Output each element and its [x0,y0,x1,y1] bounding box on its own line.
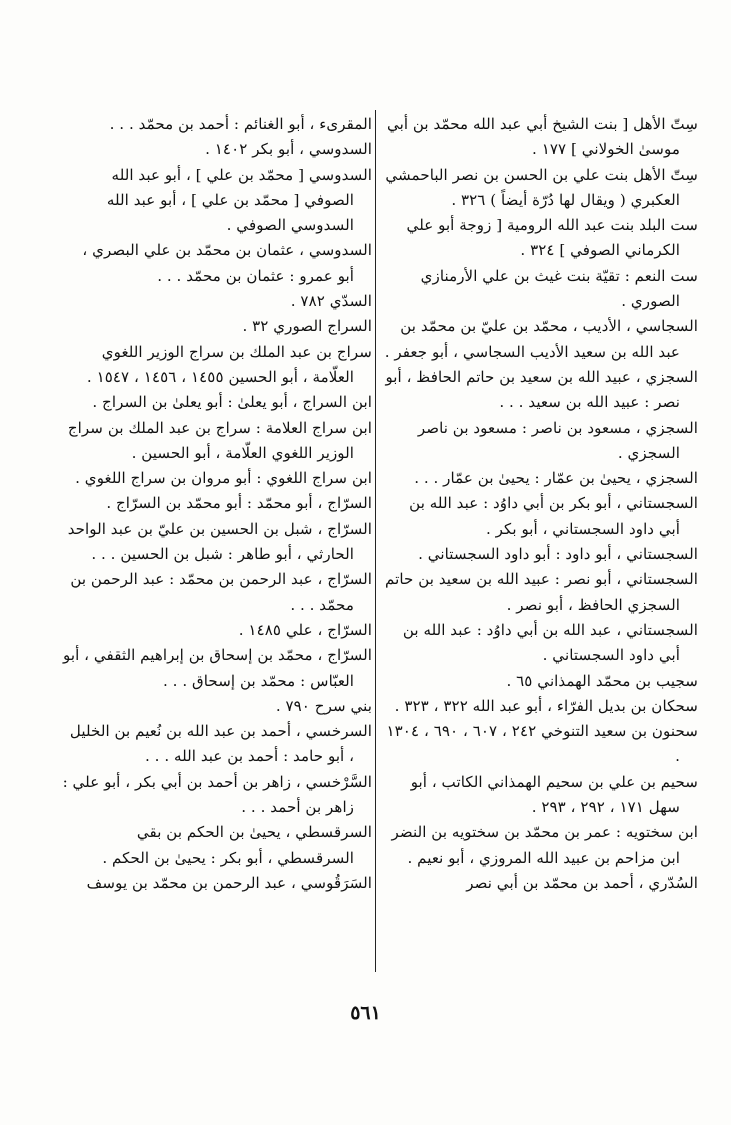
index-entry: السجزي ، مسعود بن ناصر : مسعود بن ناصر السجزي . [417,418,698,462]
index-entry: السجستاني ، أبو بكر بن أبي داوُد : عبد الله بن أبي داود السجستاني ، أبو بكر . [409,494,698,538]
index-entry: السجستاني ، أبو نصر : عبيد الله بن سعيد بن حاتم السجزي الحافظ ، أبو نصر . [385,570,698,614]
index-entry: السجستاني ، عبد الله بن أبي داوُد : عبد الله بن أبي داود السجستاني . [402,620,698,665]
index-entry: ابن سختويه : عمر بن محمّد بن سختويه بن النضر ابن مزاحم بن عبيد الله المروزي ، أبو نعيم . [391,823,698,867]
index-entry: السدّي ٧٨٢ . [290,292,372,311]
index-entry: السدوسي ، أبو بكر ١٤٠٢ . [205,140,372,159]
index-entry: ابن سراج العلامة : سراج بن عبد الملك بن سراج الوزير اللغوي العلّامة ، أبو الحسين . [67,418,372,462]
page-number: ٥٦١ [350,1002,381,1024]
index-entry: السدوسي ، عثمان بن محمّد بن علي البصري ، أبو عمرو : عثمان بن محمّد . . . [82,241,372,285]
index-entry: السرّاج ، علي ١٤٨٥ . [238,620,372,639]
index-entry: سحنون بن سعيد التنوخي ٢٤٢ ، ٦٠٧ ، ٦٩٠ ، ١٣٠٤ . [386,722,698,766]
index-entry: سِتّ الأهل بنت علي بن الحسن بن نصر الباحمشي العكبري ( ويقال لها دُرّة أيضاً ) ٣٢٦ . [385,165,698,209]
index-entry: السُدّري ، أحمد بن محمّد بن أبي نصر [466,873,698,892]
index-entry: السجستاني ، أبو داود : أبو داود السجستاني . [418,545,698,564]
index-entry: السرّاج ، شبل بن الحسين بن عليّ بن عبد الواحد الحارثي ، أبو طاهر : شبل بن الحسين . . . [67,519,372,564]
index-entry: ابن السراج ، أبو يعلىٰ : أبو يعلىٰ بن السراج . [92,393,372,412]
index-entry: السدوسي [ محمّد بن علي ] ، أبو عبد الله الصوفي [ محمّد بن علي ] ، أبو عبد الله السدوسي الصوفي . [106,165,372,235]
column-divider [375,110,376,972]
index-entry: السجزي ، يحيىٰ بن عمّار : يحيىٰ بن عمّار . . . [414,469,698,488]
index-entry: ست البلد بنت عبد الله الرومية [ زوجة أبو علي الكرماني الصوفي ] ٣٢٤ . [406,216,698,260]
index-entry: سحيم بن علي بن سحيم الهمذاني الكاتب ، أبو سهل ١٧١ ، ٢٩٢ ، ٢٩٣ . [410,772,698,817]
index-entry: السرّاج ، محمّد بن إسحاق بن إبراهيم الثقفي ، أبو العبّاس : محمّد بن إسحاق . . . [63,646,372,690]
index-entry: ابن سراج اللغوي : أبو مروان بن سراج اللغوي . [75,469,372,488]
index-entry: السَرَقُوسي ، عبد الرحمن بن محمّد بن يوسف [86,873,372,892]
index-entry: ست النعم : تقيّة بنت غيث بن علي الأرمنازي الصوري . [420,266,698,311]
right-column [384,112,698,896]
left-column [62,112,372,896]
index-entry: سِتّ الأهل [ بنت الشيخ أبي عبد الله محمّد بن أبي موسىٰ الخولاني ] ١٧٧ . [386,115,698,159]
index-entry: السرخسي ، أحمد بن عبد الله بن نُعيم بن الخليل ، أبو حامد : أحمد بن عبد الله . . . [69,722,372,766]
index-entry: سجيب بن محمّد الهمذاني ٦٥ . [506,671,698,690]
index-entry: السرقسطي ، يحيىٰ بن الحكم بن بقي السرقسطي ، أبو بكر : يحيىٰ بن الحكم . [102,823,372,867]
index-entry: سحكان بن بديل الفرّاء ، أبو عبد الله ٣٢٢ ، ٣٢٣ . [394,696,698,715]
index-entry: السجاسي ، الأديب ، محمّد بن عليّ بن محمّد بن عبد الله بن سعيد الأديب السجاسي ، أبو جعفر . [384,317,698,361]
index-entry: المقرىء ، أبو الغنائم : أحمد بن محمّد . . . [109,115,372,133]
index-entry: السراج الصوري ٣٢ . [242,317,372,336]
index-entry: السرّاج ، أبو محمّد : أبو محمّد بن السرّاج . [106,494,372,513]
index-entry: بني سرح ٧٩٠ . [275,696,372,715]
index-entry: سراج بن عبد الملك بن سراج الوزير اللغوي العلّامة ، أبو الحسين ١٤٥٥ ، ١٤٥٦ ، ١٥٤٧ . [86,342,372,386]
index-entry: السرّاج ، عبد الرحمن بن محمّد : عبد الرحمن بن محمّد . . . [70,570,372,614]
index-entry: السَّرْخسي ، زاهر بن أحمد بن أبي بكر ، أبو علي : زاهر بن أحمد . . . [62,772,372,817]
index-entry: السجزي ، عبيد الله بن سعيد بن حاتم الحافظ ، أبو نصر : عبيد الله بن سعيد . . . [385,367,698,412]
